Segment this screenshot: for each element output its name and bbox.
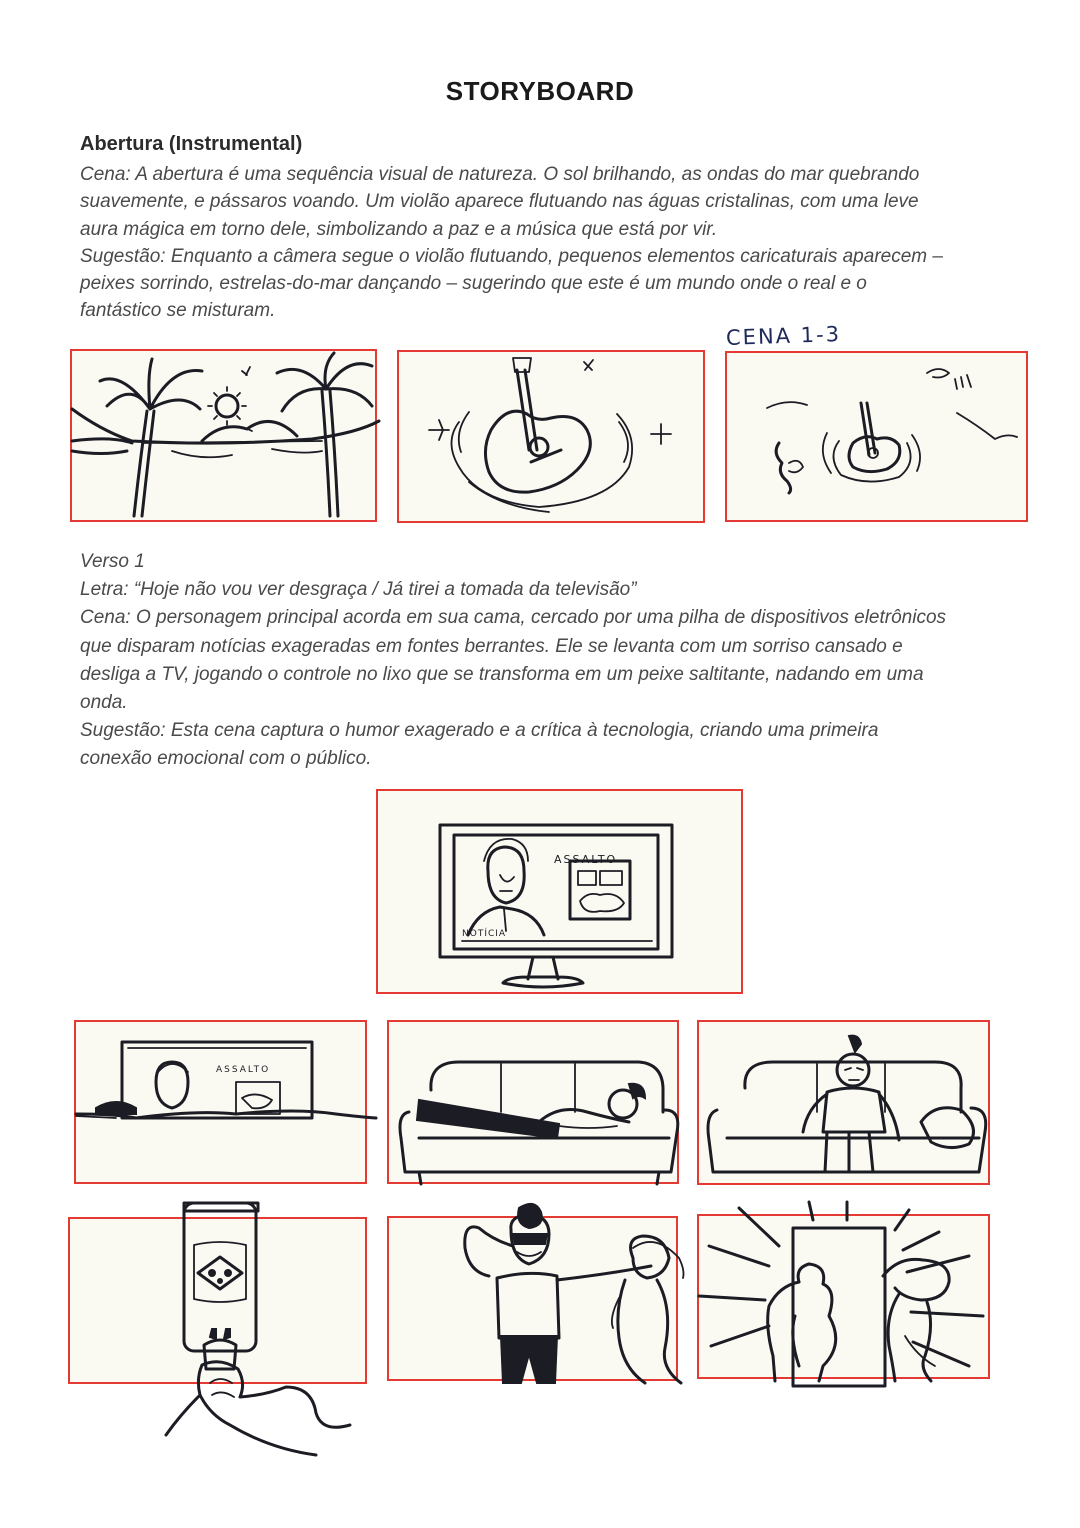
text-line: que disparam notícias exageradas em fontes berrantes. Ele se levanta com um sorriso cansado e: [80, 635, 903, 657]
panel-pulling-friend: [387, 1216, 678, 1381]
panel-tv-news: [376, 789, 743, 994]
text-line: suavemente, e pássaros voando. Um violão aparece flutuando nas águas cristalinas, com uma leve: [80, 191, 919, 213]
text-line: Sugestão: Enquanto a câmera segue o violão flutuando, pequenos elementos caricaturais aparecem –: [80, 245, 943, 267]
sketch-man-pulling-woman: [389, 1218, 680, 1383]
text-line: peixes sorrindo, estrelas-do-mar dançando – sugerindo que este é um mundo onde o real e o: [80, 273, 867, 295]
text-line: Cena: A abertura é uma sequência visual de natureza. O sol brilhando, as ondas do mar quebrando: [80, 164, 920, 185]
verse-description: [80, 548, 1040, 774]
text-line: Verso 1: [80, 551, 145, 572]
text-line: Letra: “Hoje não vou ver desgraça / Já tirei a tomada da televisão”: [80, 579, 637, 601]
opening-description: [80, 161, 1040, 325]
panel-lying-on-couch: [387, 1020, 679, 1184]
panel-beach-sunset: [70, 349, 377, 522]
panel-bed-tv: [74, 1020, 367, 1184]
panel-guitar-distant: [725, 351, 1028, 522]
panel-unplug-socket: [68, 1217, 367, 1384]
text-line: aura mágica em torno dele, simbolizando a paz e a música que está por vir.: [80, 218, 718, 240]
text-line: Cena: O personagem principal acorda em sua cama, cercado por uma pilha de dispositivos eletrônicos: [80, 607, 947, 629]
sketch-sleeping-in-bed: [76, 1022, 369, 1186]
panel-floating-guitar: [397, 350, 705, 523]
sketch-man-sitting-up: [699, 1022, 992, 1187]
panel-sitting-on-couch: [697, 1020, 990, 1185]
sketch-small-guitar-fish: [727, 353, 1030, 524]
text-line: Sugestão: Esta cena captura o humor exagerado e a crítica à tecnologia, criando uma primeira: [80, 720, 879, 742]
handwritten-scene-label: CENA 1-3: [725, 322, 842, 350]
sketch-hand-pulling-plug: [70, 1219, 369, 1386]
sketch-tv-news-broadcast: [378, 791, 745, 996]
tv-banner-text: ASSALTO: [554, 853, 618, 866]
sketch-friends-at-door: [699, 1216, 992, 1381]
text-line: onda.: [80, 692, 128, 714]
sketch-man-on-sofa: [389, 1022, 681, 1186]
panel-bright-doorway: [697, 1214, 990, 1379]
tv-ticker-text: NOTÍCIA: [462, 929, 507, 939]
sketch-guitar-in-water: [399, 352, 707, 525]
section-heading-opening: Abertura (Instrumental): [80, 133, 303, 155]
text-line: conexão emocional com o público.: [80, 748, 372, 770]
text-line: desliga a TV, jogando o controle no lixo que se transforma em um peixe saltitante, nadando em uma: [80, 663, 924, 685]
text-line: fantástico se misturam.: [80, 300, 276, 322]
page-title: STORYBOARD: [445, 76, 635, 106]
bed-tv-banner-text: ASSALTO: [216, 1065, 271, 1075]
sketch-palm-beach: [72, 351, 379, 524]
